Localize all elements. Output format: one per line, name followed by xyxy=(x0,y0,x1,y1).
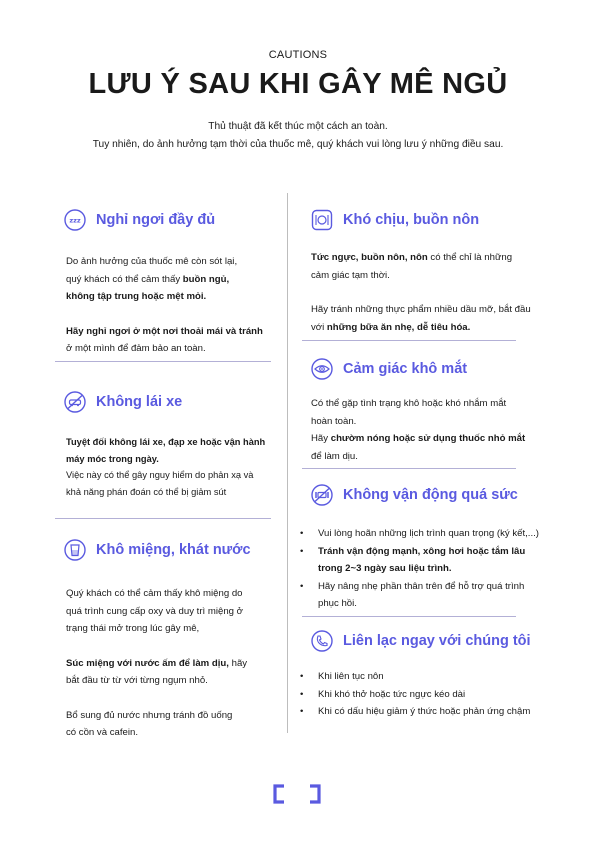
water-glass-icon xyxy=(64,539,86,561)
rest-text-5: ở một mình để đảm bảo an toàn. xyxy=(66,343,206,354)
separator xyxy=(55,518,271,519)
nausea-text-1-bold: Tức ngực, buồn nôn, nôn xyxy=(311,252,428,263)
dryeye-text-1: Có thể gặp tình trạng khô hoặc khó nhắm mắt xyxy=(311,398,507,409)
rest-text-4-bold: Hãy nghỉ ngơi ở một nơi thoải mái và tránh xyxy=(66,325,263,337)
thirst-text-3: trạng thái mở trong lúc gây mê, xyxy=(66,623,200,634)
exercise-item-2-bold-cont: trong 2~3 ngày sau liệu trình. xyxy=(318,563,452,574)
thirst-text-6: Bổ sung đủ nước nhưng tránh đồ uống xyxy=(66,709,233,721)
dryeye-text-4: để làm dịu. xyxy=(311,450,358,462)
section-dryeye-header xyxy=(311,358,467,380)
intro-text xyxy=(0,118,596,154)
no-exercise-icon xyxy=(311,484,333,506)
thirst-text-4-bold: Súc miệng với nước ấm để làm dịu, xyxy=(66,657,229,669)
dryeye-text-3-bold: chườm nóng hoặc sử dụng thuốc nhỏ mắt xyxy=(330,433,526,444)
section-contact-header xyxy=(311,630,531,652)
separator xyxy=(55,361,271,362)
nausea-text-4: với xyxy=(311,321,327,333)
rest-text-3-bold: không tập trung hoặc mệt mỏi. xyxy=(66,291,207,302)
phone-icon xyxy=(311,630,333,652)
section-contact-list xyxy=(300,668,570,721)
list-item xyxy=(300,525,570,543)
section-nausea-header xyxy=(311,209,479,231)
svg-text:zzz: zzz xyxy=(69,216,81,225)
thirst-text-5: bắt đầu từ từ với từng ngụm nhỏ. xyxy=(66,675,208,686)
contact-item-2: Khi khó thở hoặc tức ngực kéo dài xyxy=(318,688,466,700)
zzz-icon xyxy=(64,209,86,231)
exercise-item-2-bold: Tránh vận động mạnh, xông hơi hoặc tắm lâu xyxy=(318,545,526,557)
exercise-item-3: Hãy nâng nhẹ phần thân trên để hỗ trợ quá trình xyxy=(318,580,525,592)
section-dryeye-title: Cảm giác khô mắt xyxy=(343,361,468,377)
nodrive-text-2-bold: máy móc trong ngày. xyxy=(66,453,159,464)
section-contact-title: Liên lạc ngay với chúng tôi xyxy=(343,633,531,649)
nodrive-text-4: khả năng phán đoán có thể bị giảm sút xyxy=(66,486,227,497)
eye-icon xyxy=(311,358,333,380)
contact-item-3: Khi có dấu hiệu giảm ý thức hoặc phản ứng chậm xyxy=(318,706,531,717)
dryeye-text-3: Hãy xyxy=(311,433,331,444)
section-nausea-title: Khó chịu, buồn nôn xyxy=(343,212,480,228)
exercise-item-1: Vui lòng hoãn những lịch trình quan trọng (ký kết,...) xyxy=(318,528,539,539)
meal-plate-icon xyxy=(311,209,333,231)
list-item xyxy=(300,668,570,686)
nausea-text-4-bold: những bữa ăn nhẹ, dễ tiêu hóa. xyxy=(326,321,471,333)
rest-text-1: Do ảnh hưởng của thuốc mê còn sót lại, xyxy=(66,256,238,267)
no-driving-icon xyxy=(64,391,86,413)
thirst-text-2: quá trình cung cấp oxy và duy trì miệng ở xyxy=(66,605,243,617)
section-thirst-title: Khô miệng, khát nước xyxy=(96,542,251,558)
brand-logo xyxy=(272,784,322,804)
list-item xyxy=(300,543,570,578)
list-item xyxy=(300,686,570,704)
nausea-text-3: Hãy tránh những thực phẩm nhiều dầu mỡ, bắt đầu xyxy=(311,304,531,315)
section-exercise-list xyxy=(300,525,570,613)
nausea-text-2: cảm giác tạm thời. xyxy=(311,269,390,281)
nausea-text-1: có thể chỉ là những xyxy=(427,252,513,263)
contact-item-1: Khi liên tục nôn xyxy=(318,671,384,682)
separator xyxy=(302,616,516,617)
section-rest-header xyxy=(64,209,215,231)
nodrive-text-1-bold: Tuyệt đối không lái xe, đạp xe hoặc vận hành xyxy=(66,437,266,447)
section-nodrive-header xyxy=(64,391,182,413)
section-rest-title: Nghỉ ngơi đầy đủ xyxy=(96,212,216,228)
list-item xyxy=(300,703,570,721)
rest-text-2-bold: buồn ngủ, xyxy=(182,273,230,285)
intro-line-2: Tuy nhiên, do ảnh hưởng tạm thời của thuốc mê, quý khách vui lòng lưu ý những điều sau. xyxy=(92,139,504,150)
exercise-item-3-cont: phục hồi. xyxy=(318,598,357,609)
section-thirst-header xyxy=(64,539,251,561)
thirst-text-1: Quý khách có thể cảm thấy khô miệng do xyxy=(66,588,243,599)
thirst-text-4: hãy xyxy=(228,657,248,669)
column-divider xyxy=(287,193,288,733)
intro-line-1: Thủ thuật đã kết thúc một cách an toàn. xyxy=(208,121,388,132)
separator xyxy=(302,468,516,469)
dryeye-text-2: hoàn toàn. xyxy=(311,415,357,427)
thirst-text-7: có cồn và cafein. xyxy=(66,727,138,738)
section-nodrive-body xyxy=(66,434,281,500)
section-dryeye-body xyxy=(311,395,551,465)
section-nodrive-title: Không lái xe xyxy=(96,394,183,410)
section-thirst-body xyxy=(66,585,281,742)
nodrive-text-3: Việc này có thể gây nguy hiểm do phản xạ và xyxy=(66,470,254,480)
list-item xyxy=(300,578,570,613)
section-rest-body xyxy=(66,253,281,358)
section-exercise-title: Không vận động quá sức xyxy=(343,487,518,503)
eyebrow-label: CAUTIONS xyxy=(268,49,328,61)
page-title: LƯU Ý SAU KHI GÂY MÊ NGỦ xyxy=(88,68,508,100)
separator xyxy=(302,340,516,341)
section-exercise-header xyxy=(311,484,518,506)
section-nausea-body xyxy=(311,249,551,336)
rest-text-2: quý khách có thể cảm thấy xyxy=(66,273,183,285)
